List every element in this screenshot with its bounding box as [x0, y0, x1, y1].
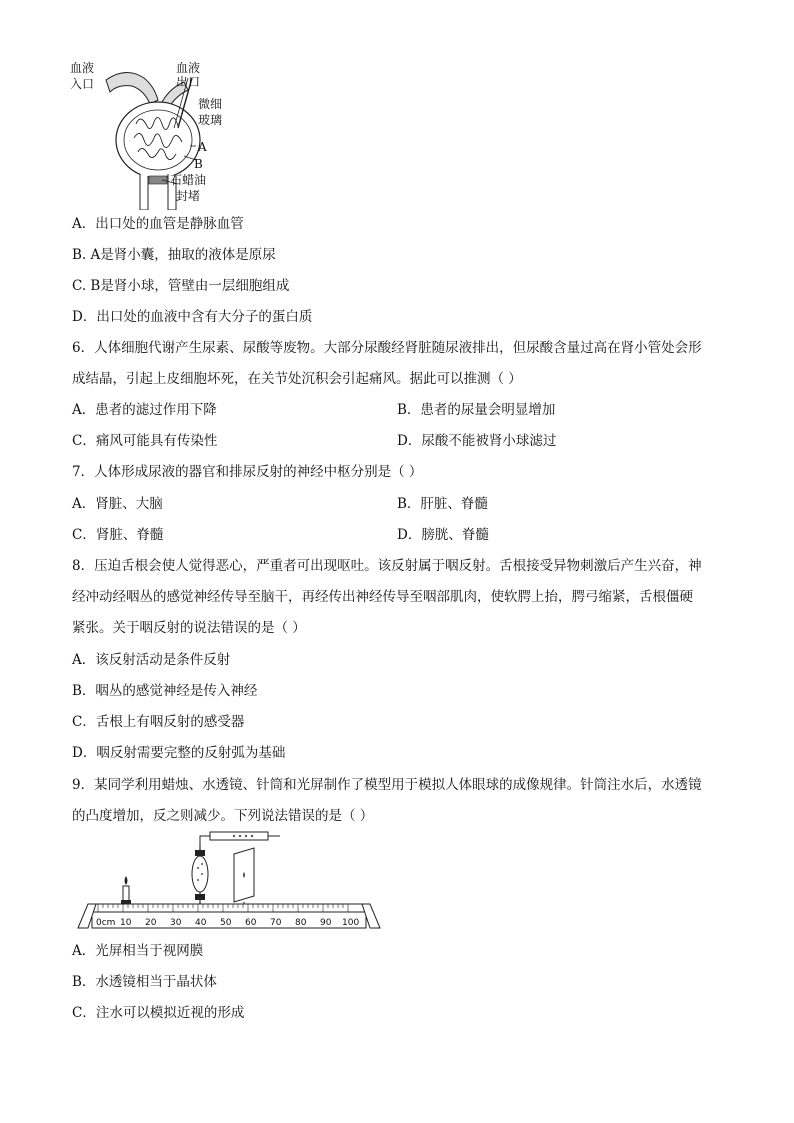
q8-stem-line-3: 紧张。关于咽反射的说法错误的是（ ） — [72, 620, 306, 636]
label-blood-out-2: 出口 — [176, 75, 201, 89]
q5-option-c: C. B是肾小球，管壁由一层细胞组成 — [72, 278, 290, 294]
ruler-tick-90: 90 — [320, 918, 332, 928]
nephron-diagram — [66, 58, 246, 210]
q8-stem-line-2: 经冲动经咽丛的感觉神经传导至脑干，再经传出神经传导至咽部肌肉，使软腭上抬，腭弓缩紧，舌根僵硬 — [72, 589, 693, 605]
label-pipette-2: 玻璃 — [198, 113, 223, 127]
label-blood-in-2: 入口 — [70, 77, 95, 91]
q9-option-b: B．水透镜相当于晶状体 — [72, 974, 217, 990]
ruler-tick-30: 30 — [170, 918, 182, 928]
ruler-tick-20: 20 — [145, 918, 157, 928]
eye-model-diagram — [74, 828, 384, 936]
label-wax-1: 石蜡油 — [170, 173, 207, 187]
q6-stem-line-1: 6．人体细胞代谢产生尿素、尿酸等废物。大部分尿酸经肾脏随尿液排出，但尿酸含量过高在肾小管处会形 — [72, 340, 702, 356]
ruler-tick-60: 60 — [245, 918, 257, 928]
q9-option-a: A．光屏相当于视网膜 — [72, 943, 204, 959]
ruler-tick-70: 70 — [270, 918, 282, 928]
q8-stem-line-1: 8．压迫舌根会使人觉得恶心，严重者可出现呕吐。该反射属于咽反射。舌根接受异物刺激后产生兴奋，神 — [72, 558, 702, 574]
q5-option-a: A．出口处的血管是静脉血管 — [72, 216, 244, 232]
q9-stem-line-2: 的凸度增加，反之则减少。下列说法错误的是（ ） — [72, 808, 374, 824]
label-blood-in-1: 血液 — [70, 61, 95, 75]
q9-stem-line-1: 9．某同学利用蜡烛、水透镜、针筒和光屏制作了模型用于模拟人体眼球的成像规律。针筒注水后，水透镜 — [72, 777, 702, 793]
label-pipette-1: 微细 — [198, 97, 223, 111]
label-blood-out-1: 血液 — [176, 61, 201, 75]
ruler-tick-10: 10 — [120, 918, 132, 928]
q7-option-d: D．膀胱、脊髓 — [397, 527, 489, 543]
q7-option-b: B．肝脏、脊髓 — [397, 496, 488, 512]
q7-stem: 7．人体形成尿液的器官和排尿反射的神经中枢分别是（ ） — [72, 464, 423, 480]
q7-option-a: A．肾脏、大脑 — [72, 496, 163, 512]
q8-option-b: B．咽丛的感觉神经是传入神经 — [72, 683, 258, 699]
label-wax-2: 封堵 — [176, 189, 201, 203]
q9-option-c: C．注水可以模拟近视的形成 — [72, 1005, 245, 1021]
q5-option-d: D．出口处的血液中含有大分子的蛋白质 — [72, 309, 313, 325]
q6-option-c: C．痛风可能具有传染性 — [72, 433, 218, 449]
q8-option-d: D．咽反射需要完整的反射弧为基础 — [72, 745, 286, 761]
q8-option-c: C．舌根上有咽反射的感受器 — [72, 714, 245, 730]
label-a: A — [198, 140, 207, 154]
q6-option-a: A．患者的滤过作用下降 — [72, 402, 217, 418]
q8-option-a: A．该反射活动是条件反射 — [72, 652, 231, 668]
q6-option-d: D．尿酸不能被肾小球滤过 — [397, 433, 557, 449]
q6-stem-line-2: 成结晶，引起上皮细胞坏死，在关节处沉积会引起痛风。据此可以推测（ ） — [72, 371, 522, 387]
q5-option-b: B. A是肾小囊，抽取的液体是原尿 — [72, 247, 276, 263]
ruler-tick-50: 50 — [220, 918, 232, 928]
ruler-tick-80: 80 — [295, 918, 307, 928]
ruler-zero-label: 0cm — [96, 918, 116, 928]
label-b: B — [194, 157, 203, 171]
ruler-tick-40: 40 — [195, 918, 207, 928]
q6-option-b: B．患者的尿量会明显增加 — [397, 402, 556, 418]
ruler-tick-100: 100 — [342, 918, 360, 928]
q7-option-c: C．肾脏、脊髓 — [72, 527, 164, 543]
